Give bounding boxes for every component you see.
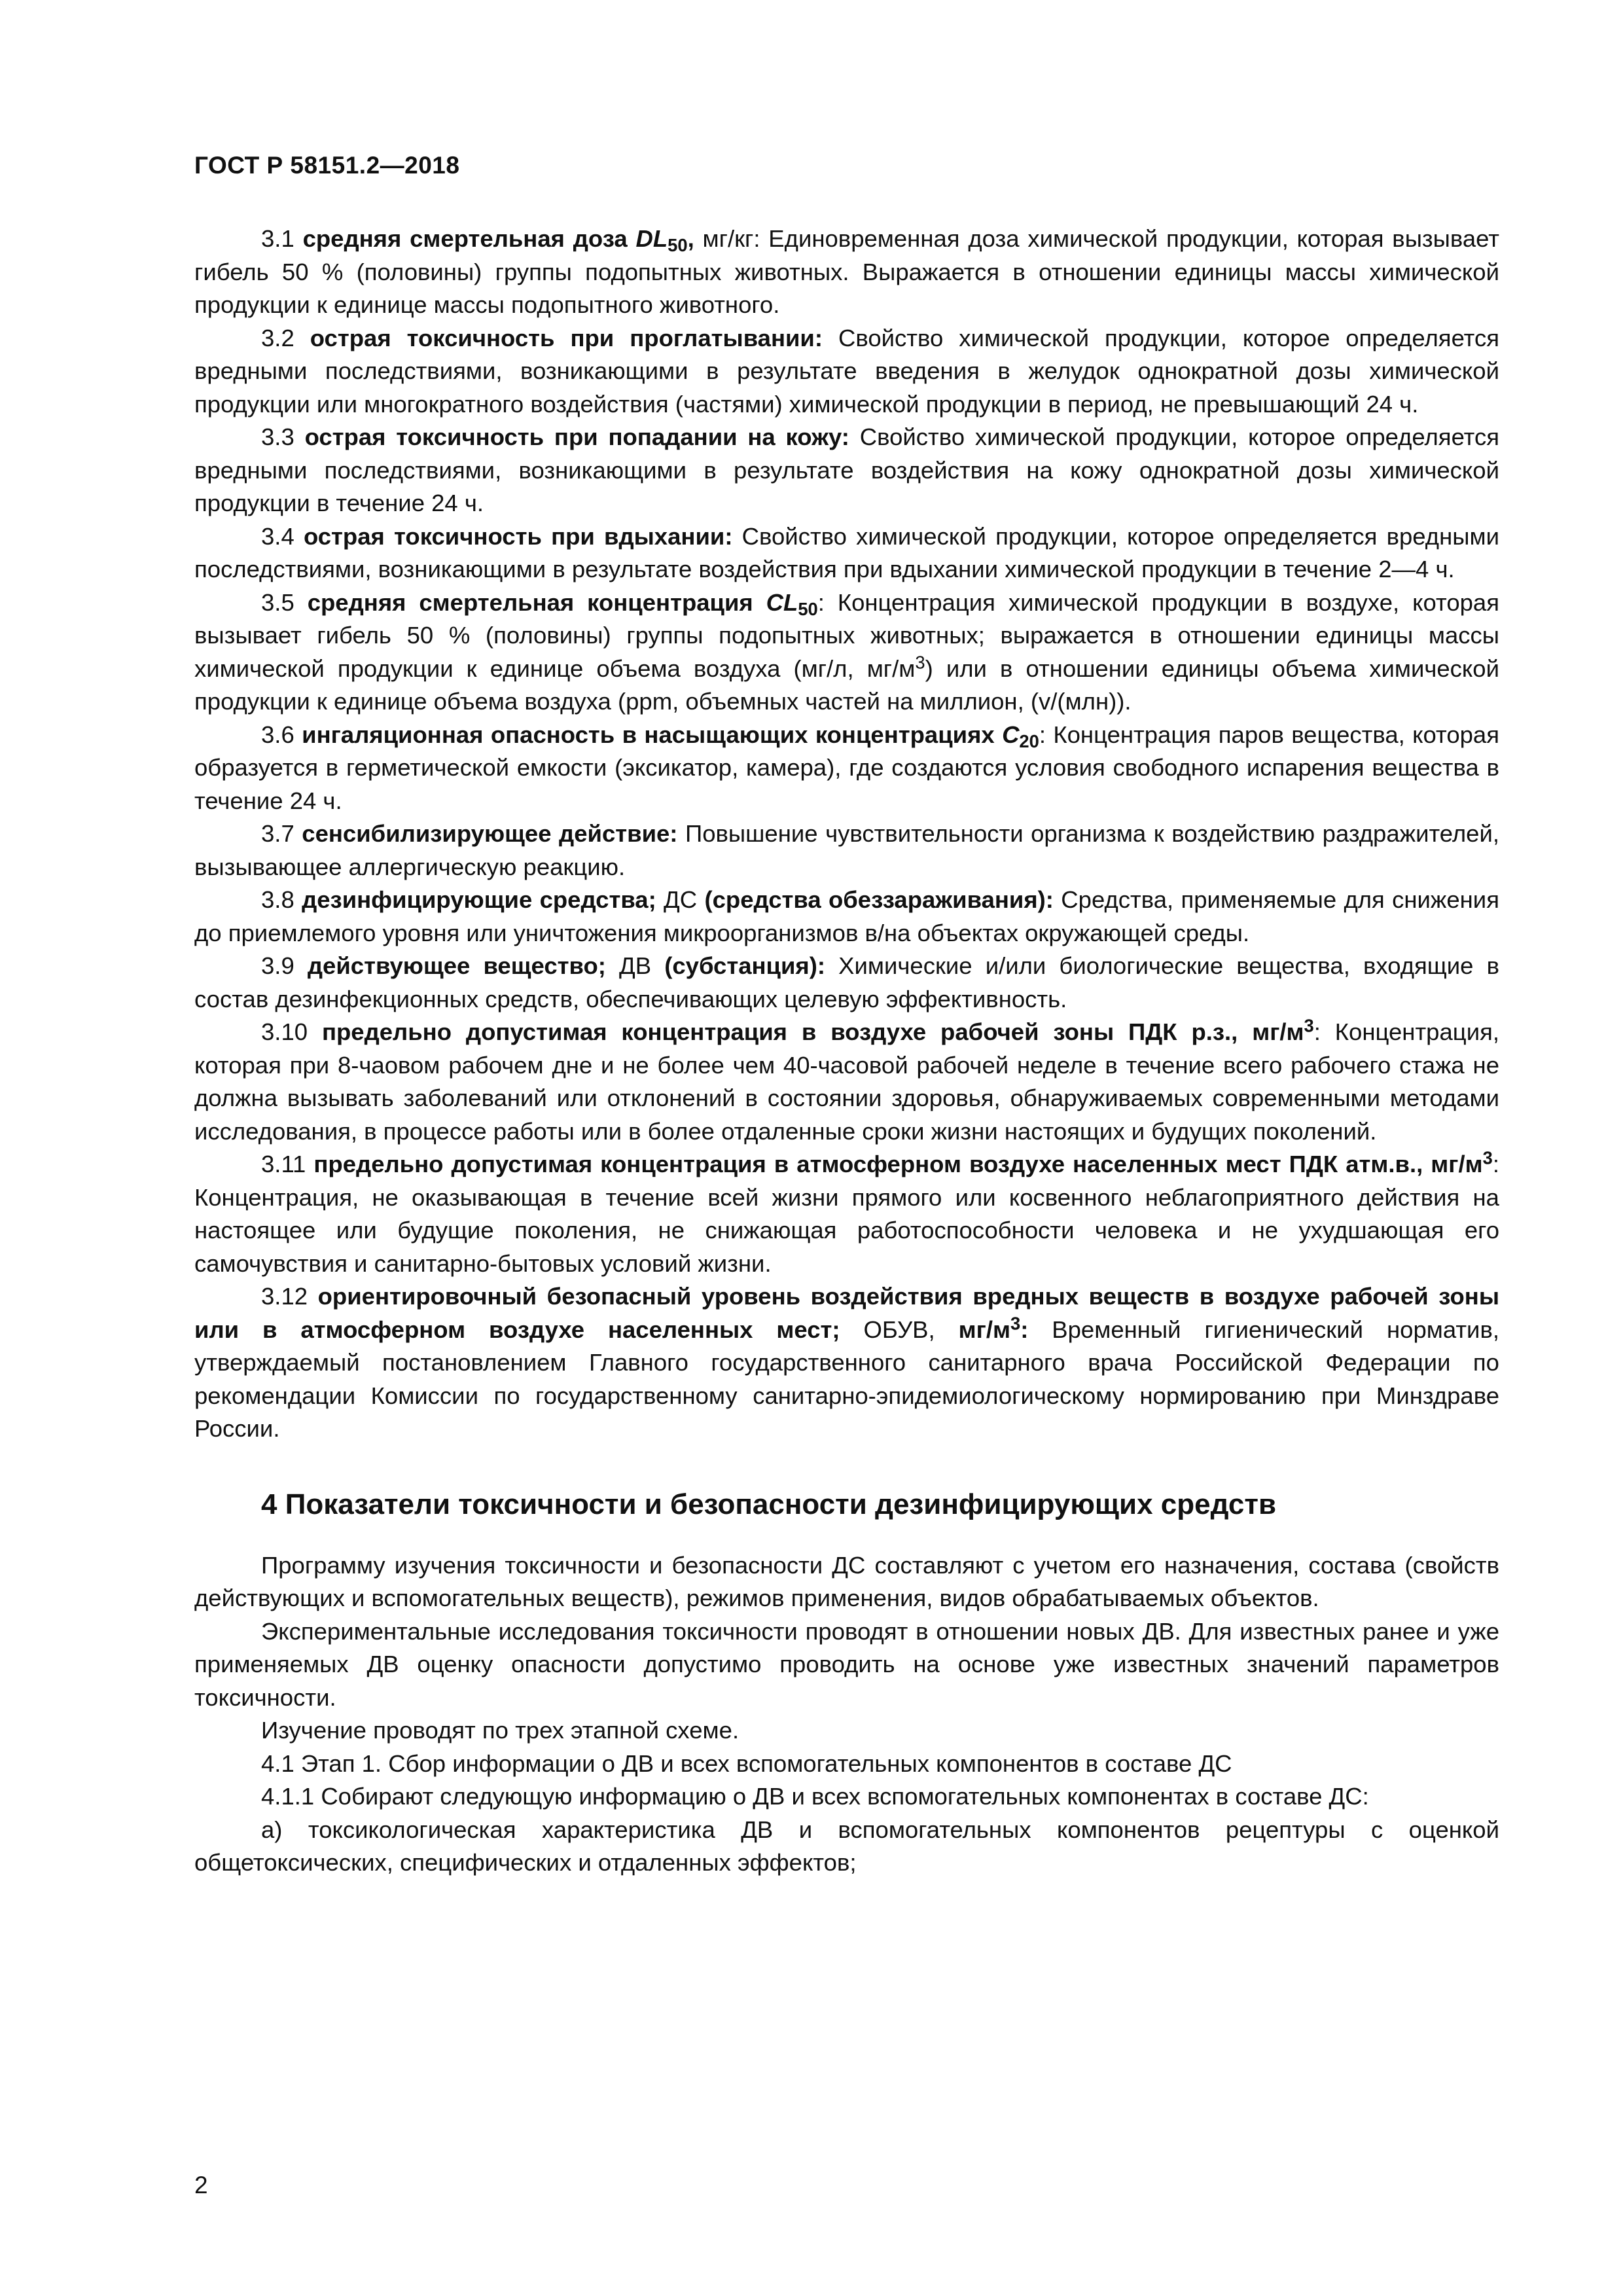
document-body — [194, 223, 1499, 1880]
body-paragraph: Программу изучения токсичности и безопасности ДС составляют с учетом его назначения, состава (свойств действующих и вспомогательных веществ), режимов применения, видов обрабатываемых объектов. — [194, 1551, 1499, 1611]
term-paragraph: 3.6 ингаляционная опасность в насыщающих концентрациях $C_{20}$: Концентрация паров вещества, которая образуется в герметической емкости (эксикатор, камера), где создаются условия свободного испарения вещества в течение 24 ч. — [194, 721, 1499, 814]
body-paragraph: Экспериментальные исследования токсичности проводят в отношении новых ДВ. Для известных ранее и уже применяемых ДВ оценку опасности допустимо проводить на основе уже известных значений параметров токсичности. — [194, 1617, 1499, 1711]
page-number: 2 — [194, 2172, 208, 2198]
term-paragraph: 3.9 действующее вещество; ДВ (субстанция): Химические и/или биологические вещества, входящие в состав дезинфекционных средств, обеспечивающих целевую эффективность. — [194, 952, 1499, 1013]
body-paragraph: а) токсикологическая характеристика ДВ и вспомогательных компонентов рецептуры с оценкой общетоксических, специфических и отдаленных эффектов; — [194, 1816, 1499, 1876]
standard-header: ГОСТ Р 58151.2—2018 — [194, 152, 460, 179]
term-paragraph: 3.5 средняя смертельная концентрация $CL_{50}$: Концентрация химической продукции в воздухе, которая вызывает гибель 50 % (половины) группы подопытных животных; выражается в отношении единицы массы химической продукции к единице объема воздуха (мг/л, $мг/м^3$) или в отношении единицы объема химической продукции к единице объема воздуха (ppm, объемных частей на миллион, (v/(млн)). — [194, 588, 1499, 715]
term-paragraph: 3.8 дезинфицирующие средства; ДС (средства обеззараживания): Средства, применяемые для снижения до приемлемого уровня или уничтожения микроорганизмов в/на объектах окружающей среды. — [194, 886, 1499, 946]
term-paragraph: 3.3 острая токсичность при попадании на кожу: Свойство химической продукции, которое определяется вредными последствиями, возникающими в результате воздействия на кожу однократной дозы химической продукции в течение 24 ч. — [194, 423, 1499, 516]
term-paragraph: 3.4 острая токсичность при вдыхании: Свойство химической продукции, которое определяется вредными последствиями, возникающими в результате воздействия при вдыхании химической продукции в течение 2—4 ч. — [194, 522, 1499, 583]
term-paragraph: 3.1 средняя смертельная доза $DL_{50}$, мг/кг: Единовременная доза химической продукции, которая вызывает гибель 50 % (половины) группы подопытных животных. Выражается в отношении единицы массы химической продукции к единице массы подопытного животного. — [194, 225, 1499, 318]
body-paragraph: Изучение проводят по трех этапной схеме. — [261, 1717, 740, 1744]
term-paragraph: 3.11 предельно допустимая концентрация в атмосферном воздухе населенных мест ПДК атм.в., $мг/м^3$: Концентрация, не оказывающая в течение всей жизни прямого или косвенного неблагоприятного действия на настоящее или будущие поколения, не снижающая работоспособности человека и не ухудшающая его самочувствия и санитарно-бытовых условий жизни. — [194, 1147, 1499, 1277]
body-paragraph: 4.1.1 Собирают следующую информацию о ДВ и всех вспомогательных компонентах в составе ДС: — [261, 1783, 1369, 1810]
term-paragraph: 3.2 острая токсичность при проглатывании: Свойство химической продукции, которое определяется вредными последствиями, возникающими в результате введения в желудок однократной дозы химической продукции или многократного воздействия (частями) химической продукции в период, не превышающий 24 ч. — [194, 324, 1499, 418]
term-paragraph: 3.10 предельно допустимая концентрация в воздухе рабочей зоны ПДК р.з., $мг/м^3$: Концентрация, которая при 8-чаовом рабочем дне и не более чем 40-часовой рабочей неделе в течение всего рабочего стажа не должна вызывать заболеваний или отклонений в состоянии здоровья, обнаруживаемых современными методами исследования, в процессе работы или в более отдаленные сроки жизни настоящих и будущих поколений. — [194, 1015, 1499, 1145]
term-paragraph: 3.7 сенсибилизирующее действие: Повышение чувствительности организма к воздействию раздражителей, вызывающее аллергическую реакцию. — [194, 820, 1499, 880]
section-heading: 4 Показатели токсичности и безопасности дезинфицирующих средств — [261, 1488, 1276, 1520]
term-paragraph: 3.12 ориентировочный безопасный уровень воздействия вредных веществ в воздухе рабочей зоны или в атмосферном воздухе населенных мест; ОБУВ, $мг/м^3$: Временный гигиенический норматив, утверждаемый постановлением Главного государственного санитарного врача Российской Федерации по рекомендации Комиссии по государственному санитарно-эпидемиологическому нормированию при Минздраве России. — [194, 1283, 1499, 1442]
body-paragraph: 4.1 Этап 1. Сбор информации о ДВ и всех вспомогательных компонентов в составе ДС — [261, 1749, 1232, 1777]
